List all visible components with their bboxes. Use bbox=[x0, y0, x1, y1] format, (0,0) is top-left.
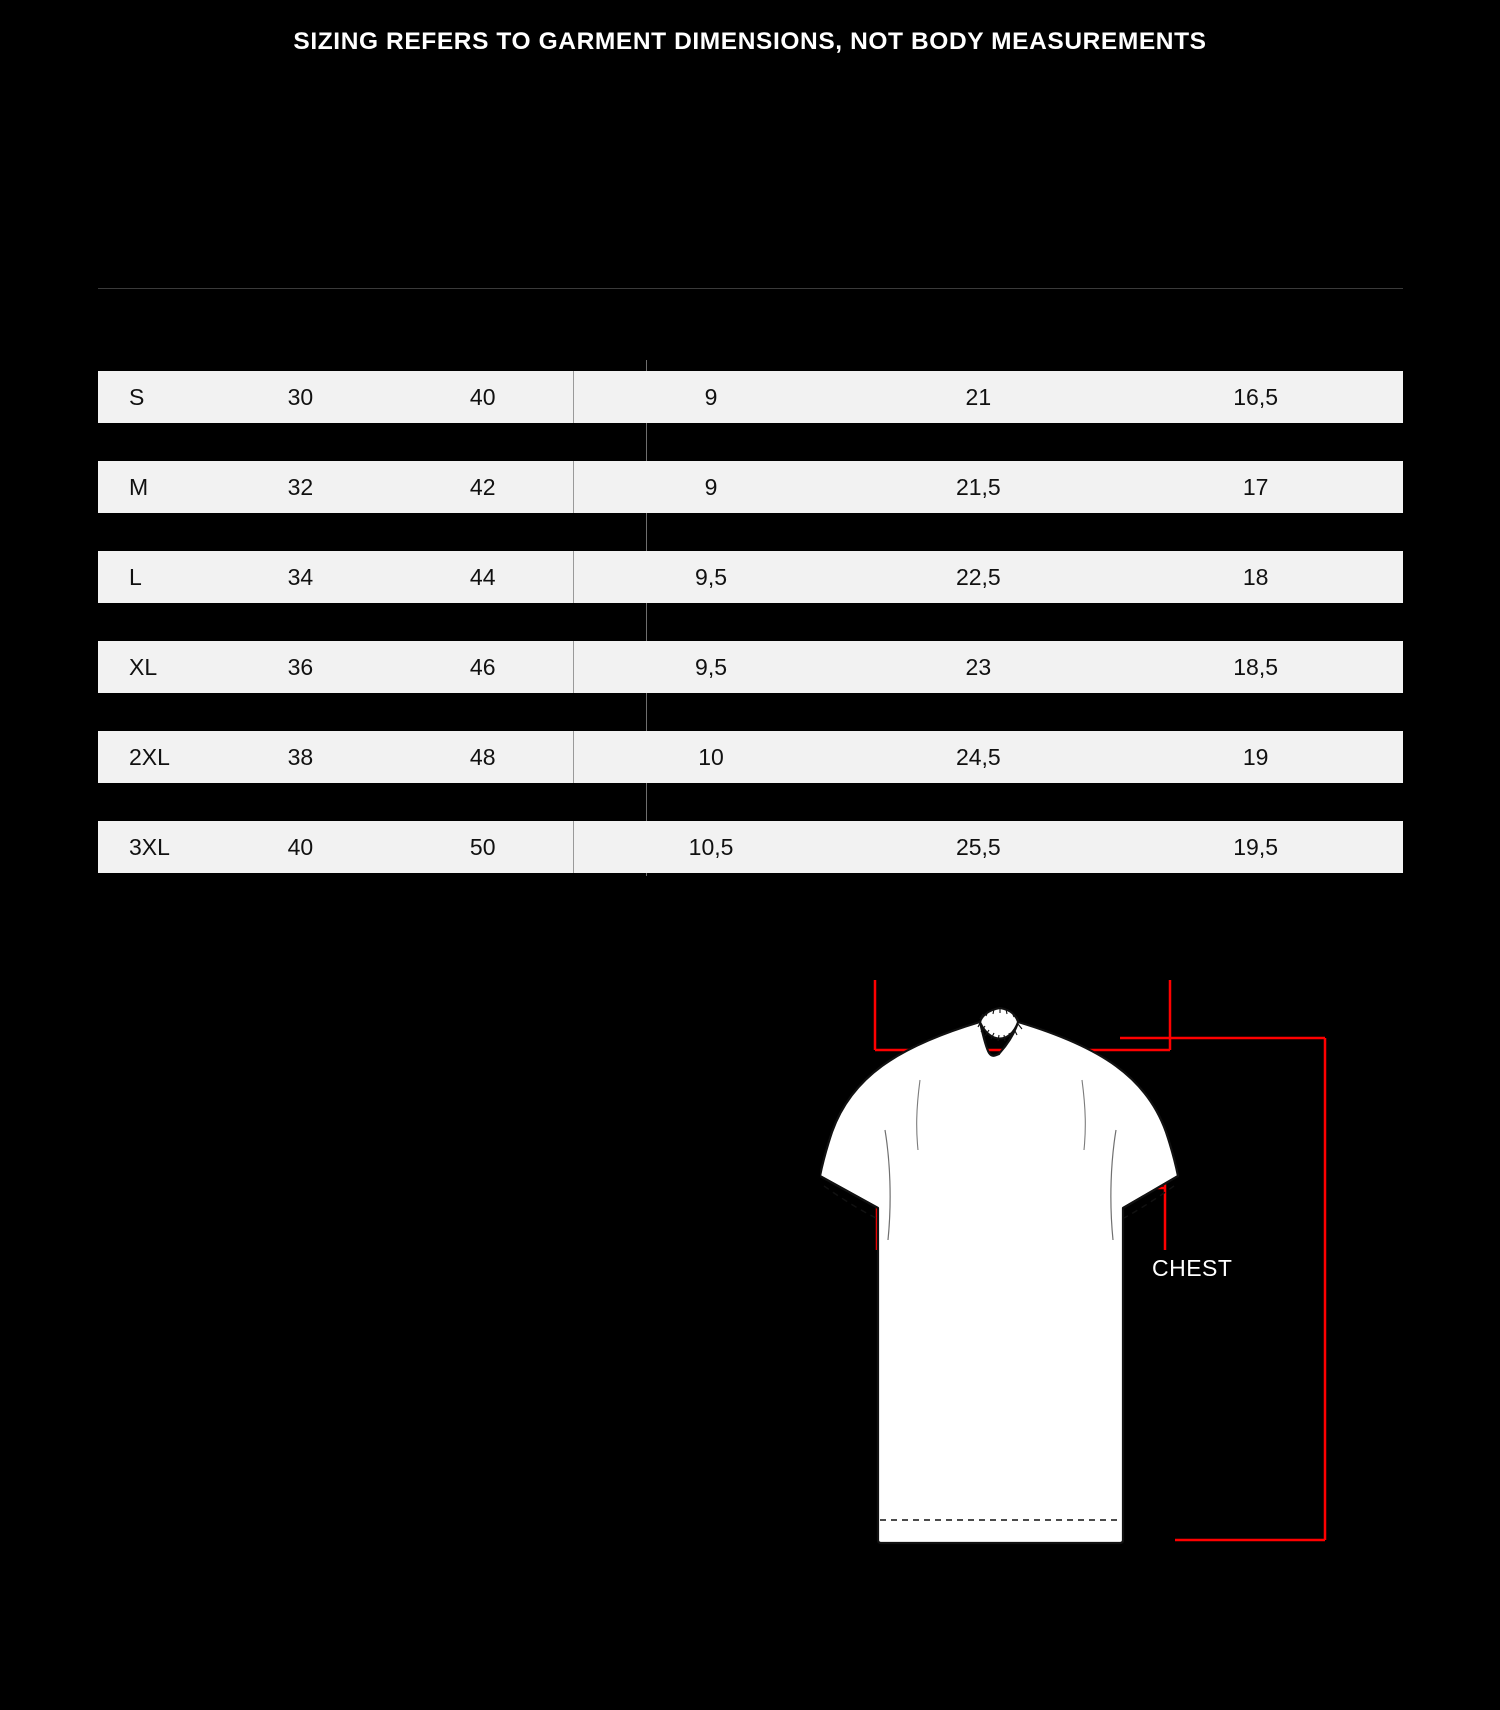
cell-column-3: 40 bbox=[469, 384, 496, 410]
cell-size: S bbox=[129, 384, 145, 410]
table-row bbox=[98, 641, 1403, 693]
cell-column-4: 10,5 bbox=[688, 834, 734, 860]
size-chart-table bbox=[98, 371, 1403, 873]
table-row bbox=[98, 371, 1403, 423]
cell-size: 3XL bbox=[129, 834, 170, 860]
cell-column-5: 22,5 bbox=[955, 564, 1001, 590]
cell-column-6: 19,5 bbox=[1233, 834, 1278, 860]
cell-column-3: 44 bbox=[469, 564, 496, 590]
cell-column-6: 17 bbox=[1242, 474, 1269, 500]
cell-size: XL bbox=[129, 654, 158, 680]
table-row bbox=[98, 731, 1403, 783]
cell-column-3: 46 bbox=[469, 654, 496, 680]
cell-column-4: 9 bbox=[704, 384, 718, 410]
page-title: SIZING REFERS TO GARMENT DIMENSIONS, NOT BODY MEASUREMENTS bbox=[293, 28, 1207, 55]
cell-column-2: 34 bbox=[287, 564, 314, 590]
tshirt-outline bbox=[820, 1008, 1178, 1543]
cell-column-4: 10 bbox=[698, 744, 724, 770]
cell-column-2: 38 bbox=[287, 744, 314, 770]
chest-measurement-label: CHEST bbox=[1152, 1255, 1233, 1281]
cell-column-5: 21 bbox=[965, 384, 992, 410]
table-row bbox=[98, 821, 1403, 873]
cell-column-5: 21,5 bbox=[955, 474, 1001, 500]
cell-column-2: 36 bbox=[287, 654, 314, 680]
cell-column-3: 48 bbox=[469, 744, 496, 770]
cell-column-6: 18,5 bbox=[1233, 654, 1278, 680]
cell-size: L bbox=[129, 564, 142, 590]
cell-column-5: 24,5 bbox=[955, 744, 1001, 770]
cell-size: M bbox=[129, 474, 149, 500]
cell-column-4: 9,5 bbox=[695, 564, 728, 590]
cell-column-4: 9 bbox=[704, 474, 718, 500]
table-row bbox=[98, 461, 1403, 513]
cell-size: 2XL bbox=[129, 744, 170, 770]
cell-column-2: 40 bbox=[287, 834, 314, 860]
header-divider bbox=[98, 288, 1403, 289]
cell-column-6: 19 bbox=[1242, 744, 1269, 770]
table-row bbox=[98, 551, 1403, 603]
cell-column-5: 23 bbox=[965, 654, 992, 680]
cell-column-4: 9,5 bbox=[695, 654, 728, 680]
cell-column-5: 25,5 bbox=[955, 834, 1001, 860]
cell-column-3: 42 bbox=[469, 474, 496, 500]
cell-column-6: 18 bbox=[1242, 564, 1269, 590]
cell-column-3: 50 bbox=[469, 834, 496, 860]
cell-column-6: 16,5 bbox=[1233, 384, 1278, 410]
cell-column-2: 30 bbox=[287, 384, 314, 410]
cell-column-2: 32 bbox=[287, 474, 314, 500]
tshirt-diagram bbox=[820, 980, 1440, 1680]
